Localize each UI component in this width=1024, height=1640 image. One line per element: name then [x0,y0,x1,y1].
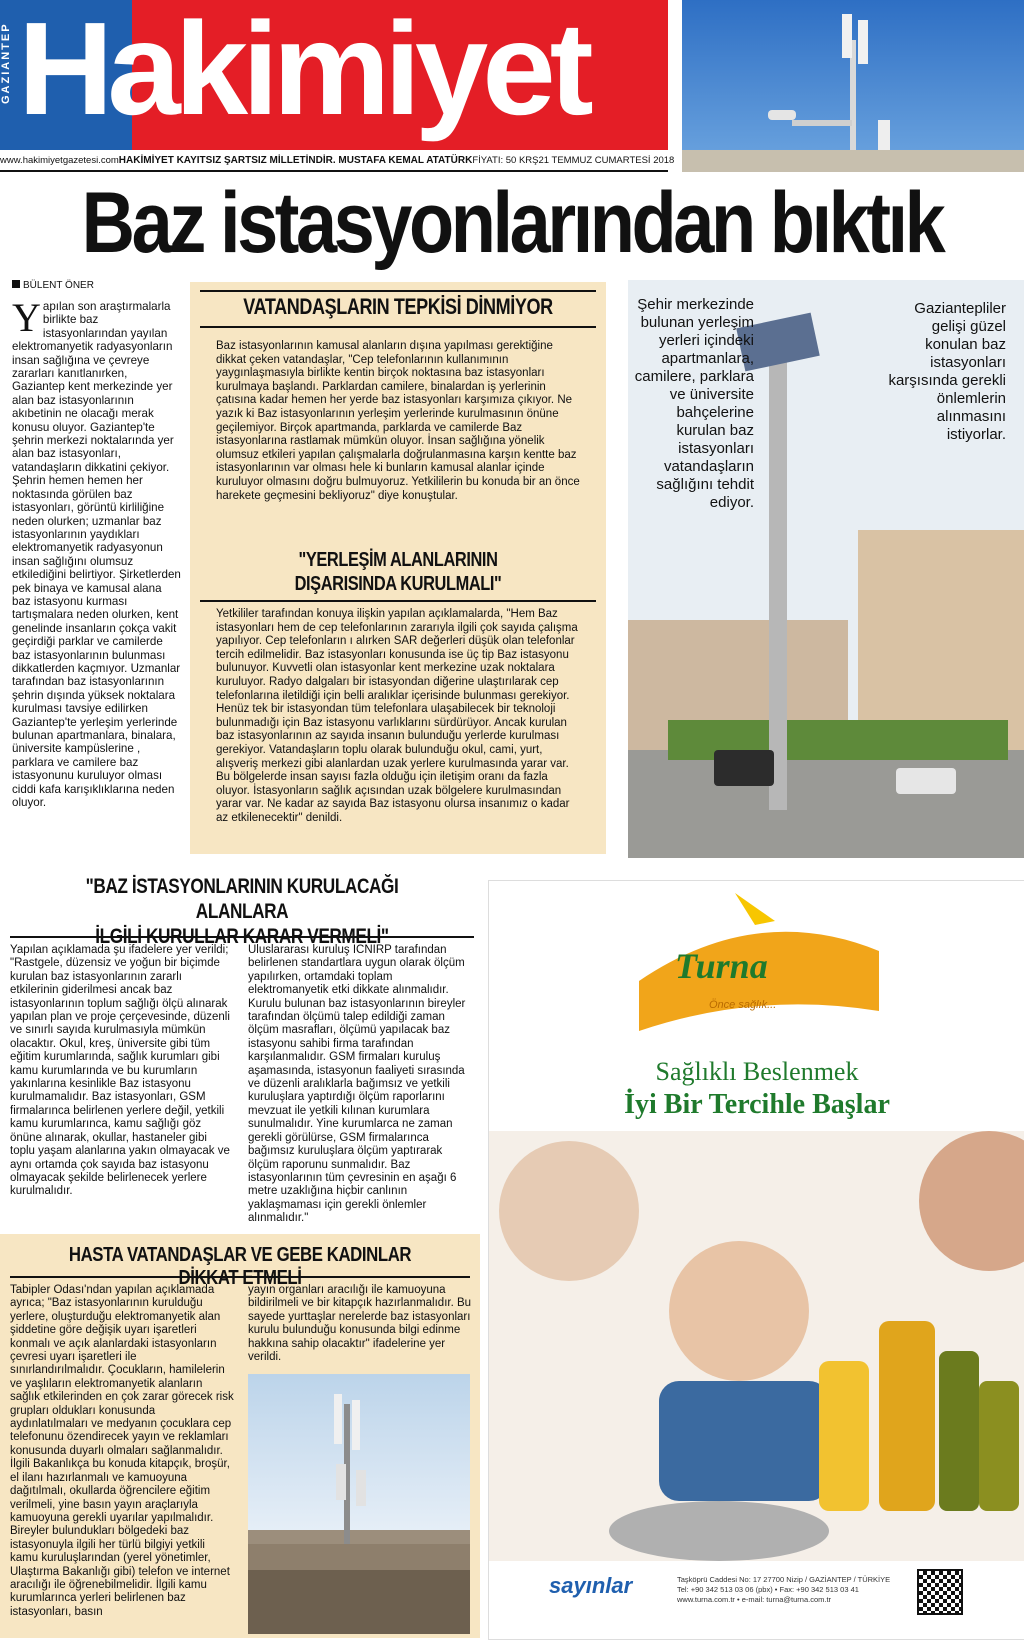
antenna-photo-top [682,0,1024,172]
box2-column-b: yayın organları aracılığı ile kamuoyuna bildirilmeli ve bir kitapçık hazırlanmalıdır. Bu sayede yurttaşlar nerelerde baz istasyonları kurulu bulunduğu konusunda bilgi edinme hakkına sahip olacaktır" ifadelerine yer verildi. [248,1284,472,1364]
photo-caption-right: Gaziantepliler gelişi güzel konulan baz istasyonları karşısında gerekli önlemlerin alınmasını istiyorlar. [888,300,1006,443]
byline [12,280,94,291]
kicker-committees-line2: İLGİLİ KURULLAR KARAR VERMELİ" [95,925,389,948]
kicker-outside-line1: "YERLEŞİM ALANLARININ [298,549,498,571]
lead-article-column [12,295,182,810]
box2-rule [10,1276,470,1278]
kicker-outside-residential [227,548,568,596]
section2-column-a: Yapılan açıklamada şu ifadelere yer verildi; "Rastgele, düzensiz ve yoğun bir biçimde kurulan baz istasyonlarının zararlı etkilerinin giderilmesi ancak baz istasyonlarının toplum sağlığı ölçü alınarak yapılan plan ve proje çerçevesinde, düzenli ve sınırlı sayıda kurulmasıyla mümkün olacaktır. Okul, kreş, üniversite gibi tüm eğitim kurumlarında, sağlık kurumları gibi kamu kurumlarında ve bu kurumların yakınlarına kesinlikle Baz istasyonu kurulmamalıdır. Baz istasyonları, GSM firmalarınca belirlenen yerlere değil, yetkili kamu kurumlarınca, kamu sağlığı göz önüne alınarak, okullar, hastaneler gibi toplu yaşam alanlarına yakın olmayacak ve aynı ortamda çok sayıda baz istasyonu olmayacak şekilde belirlenecek yerlere kurulmalıdır. [10,944,230,1198]
citizens-reaction-text: Baz istasyonlarının kamusal alanların dışına yapılması gerektiğine dikkat çeken vatandaşlar, "Cep telefonlarının kullanımının yaygınlaşmasıyla birlikte kentin birçok noktasına baz istasyonları kurulmaya başlandı. Parklardan camilere, binalardan iş yerlerinin çatısına kadar hemen her yerde baz istasyonları karşımıza çıkıyor. Ne yazık ki Baz istasyonlarının yerleşim yerlerinde kurulmasının önüne geçilemiyor. Birçok apartmanda, parklarda ve camilerde Baz istasyonlarına rastlamak mümkün oluyor. İnsan sağlığına yönelik olumsuz etkileri yapılan çalışmalarla doğrulanmasına karşın kentte baz istasyonlarının var olması hele ki bunların kamusal alanlar içinde kuruluyor olmasını doğru bulmuyoruz. Yetkililerin bu konuda bir an önce harekete geçmesini bekliyoruz" diye konuştular. [216,340,580,502]
ad-brand: Turna [675,946,768,986]
kicker-outside-line2: DIŞARISINDA KURULMALI" [294,573,502,595]
kicker-patients-pregnant: HASTA VATANDAŞLAR VE GEBE KADINLAR DİKKAT ETMELİ [68,1244,412,1289]
drop-cap: Y [12,295,41,340]
section2-rule [10,936,474,938]
crane-bird-icon [735,893,775,925]
main-headline: Baz istasyonlarından bıktık [81,175,943,271]
masthead-info-bar [0,150,675,172]
issue-date: 21 TEMMUZ CUMARTESİ 2018 [538,154,675,166]
kicker-committees-line1: "BAZ İSTASYONLARININ KURULACAĞI ALANLARA [85,875,399,923]
lead-article-text: apılan son araştırmalarla birlikte baz istasyonlarından yayılan elektromanyetik radyasyonların insan sağlığına ve çevreye zararları kanıtlanırken, Gaziantep kent merkezinde yer alan baz istasyonlarının akıbetinin ne olacağı merak konusu oluyor. Gaziantep'te şehrin merkezi noktalarında yer alan baz istasyonları, vatandaşların dikkatini çekiyor. Şehrin hemen hemen her noktasında görülen baz istasyonları, görüntü kirliliğine neden olurken; uzmanlar baz istasyonlarının yaydıkları elektromanyetik radyasyonun insan sağlığını olumsuz etkilediğini belirtiyor. Şirketlerden pek binaya ve kamusal alana baz istasyonu kurması tartışmalara neden olurken, kent genelinde insanların çokça vakit geçirdiği parklar ve camilerde baz istasyonlarının bulunması dikkatlerden kaçmıyor. Uzmanlar tarafından baz istasyonlarının şehrin dışında yüksek noktalara kurulması tavsiye edilirken Gaziantep'te yerleşim yerlerinde bulunan apartmanlara, binalara, üniversite kampüslerine , parklara ve camilere baz istasyonunu kuruluyor olması ciddi kafa karışıklıklarına neden oluyor. [12,300,181,810]
citizens-reaction-box [190,282,606,854]
patients-pregnant-box [0,1234,480,1638]
ad-headline-2: İyi Bir Tercihle Başlar [624,1089,890,1120]
rooftop-antenna-photo [248,1374,470,1634]
byline-square-icon [12,280,20,288]
rooftop-antenna-illustration [248,1374,470,1634]
officials-statement-text: Yetkililer tarafından konuya ilişkin yapılan açıklamalarda, "Hem Baz istasyonları hem de cep telefonlarının zararıyla ilgili çok sayıda çalışma yapılıyor. Cep telefonların ı alırken SAR değerleri düşük olan telefonlar tercih edilmelidir. Baz istasyonları konusunda ise üç tip Baz istasyonu bulunuyor. Kuvvetli olan istasyonlar kent merkezine uzak noktalara kuruluyor. Radyo dalgaları bir istasyondan diğerine ulaştırılarak cep telefonlarına iletildiği için belli aralıklar içerisinde bulunması gerekiyor. Henüz tek bir istasyondan tüm telefonlara ulaşabilecek bir teknoloji bulunmadığı için Baz istasyonu varlıklarını sürdürüyor. Ancak kurulan baz istasyonlarının az sayıda insanın bulunduğu yerlerde kurulması gerekiyor. Vatandaşların toplu olarak bulunduğu okul, cami, yurt, alışveriş merkezi gibi alanlardan uzak yerlere kurulmasında yarar var. Bu bölgelerde insan sayısı fazla olduğu için iletişim oranı da fazla oluyor. İstasyonların sağlık açısından uzak bölgelere kurulmasından yarar var. Ne kadar az sayıda Baz istasyonu olursa insanımız o kadar az etkilenecektir" denildi. [216,608,578,824]
ad-headline-1: Sağlıklı Beslenmek [655,1057,859,1086]
ad-slogan: Önce sağlık... [709,999,777,1011]
price: FİYATI: 50 KRŞ [472,154,539,166]
box2-column-a: Tabipler Odası'ndan yapılan açıklamada ayrıca; "Baz istasyonlarının kurulduğu yerlere, oluşturduğu elektromanyetik alan şiddetine göre değişik uyarı işaretleri konmalı ve açık alanlardaki istasyonların çevresi uyarı işaretleri ile sınırlandırılmalıdır. Çocukların, hamilelerin ve yaşlıların elektromanyetik alanların sağlık etkilerinden en çok zarar görecek risk grupları oldukları konusunda aydınlatılmaları ve medyanın çocuklara cep telefonunu özendirecek yayın ve reklamları konusunda duyarlı olmaları sağlanmalıdır. İlgili Bakanlıkça bu konuda kitapçık, broşür, el ilanı hazırlanmalı ve kamuoyuna dağıtılmalı, okullarda öğrencilere eğitim verilmeli, yine basın yayın araçlarıyla kamuoyuna gerekli uyarılar yapılmalıdır. Bireyler bulundukları bölgedeki baz istasyonuyla ilgili her türlü bilgiyi yetkili kamu kuruluşlarından (yerel yönetimler, Ulaştırma Bakanlığı gibi) telefon ve internet aracılığı ile öğrenebilmelidir. İlgili kamu kurumlarınca yerleri belirlenen baz istasyonları, basın [10,1284,234,1618]
masthead-city: GAZIANTEP [0,22,12,104]
masthead-motto: HAKİMİYET KAYITSIZ ŞARTSIZ MİLLETİNDİR. MUSTAFA KEMAL ATATÜRK [118,154,473,166]
newspaper-logo: Hakimiyet [18,0,588,142]
turna-advertisement[interactable] [488,880,1024,1640]
antenna-illustration [682,0,1024,172]
masthead [0,0,668,150]
kicker-citizens-reaction: VATANDAŞLARIN TEPKİSİ DİNMİYOR [243,294,553,319]
section2-column-b: Uluslararası kuruluş ICNIRP tarafından belirlenen standartlara uygun olarak ölçüm yapılırken, ortamdaki toplam elektromanyetik etki dikkate alınmalıdır. Kurulu bulunan baz istasyonlarının bireyler tarafından ölçümü talep edildiği zaman ölçüm masrafları, ölçümü yapılacak baz istasyonu sahibi firma tarafından karşılanmalıdır. GSM firmaları kuruluş aşamasında, istasyonun faaliyeti sırasında ve düzenli aralıklarla bağımsız ve yetkili kuruluşlara yaptırdığı ölçüm raporlarını mevzuat ile yetkili kılınan kurumlara sunulmalıdır. Yine kurumlarca ne zaman gerekli görülürse, GSM firmalarınca bağımsız kuruluşlara ölçüm yaptırarak ölçüm raporunu sunmalıdır. Baz istasyonlarının tüm çevresinin en aşağı 6 metre uzaklığına hiçbir canlının yaklaşmaması için gerekli önlemler alınmalıdır." [248,944,466,1225]
qr-code-icon[interactable] [917,1569,963,1615]
base-station-street-photo [628,280,1024,858]
ad-address: Taşköprü Caddesi No: 17 27700 Nizip / GAZİANTEP / TÜRKİYE [677,1575,891,1584]
kicker2-rule [200,600,596,602]
kicker-top-rule [200,290,596,292]
ad-contact [677,1575,890,1605]
website-link[interactable]: www.hakimiyetgazetesi.com [0,154,119,166]
photo-caption-left: Şehir merkezinde bulunan yerleşim yerleri içindeki apartmanlara, camilere, parklara ve üniversite bahçelerine kurulan baz istasyonları vatandaşların sağlığını tehdit ediyor. [634,296,754,511]
ad-phone: Tel: +90 342 513 03 06 (pbx) • Fax: +90 342 513 03 41 [677,1585,859,1594]
ad-web[interactable]: www.turna.com.tr • e-mail: turna@turna.com.tr [677,1595,832,1604]
kicker-bottom-rule [200,326,596,328]
ad-illustration [489,881,1024,1639]
ad-company-logo: sayınlar [549,1573,633,1598]
author-name: BÜLENT ÖNER [23,280,94,291]
